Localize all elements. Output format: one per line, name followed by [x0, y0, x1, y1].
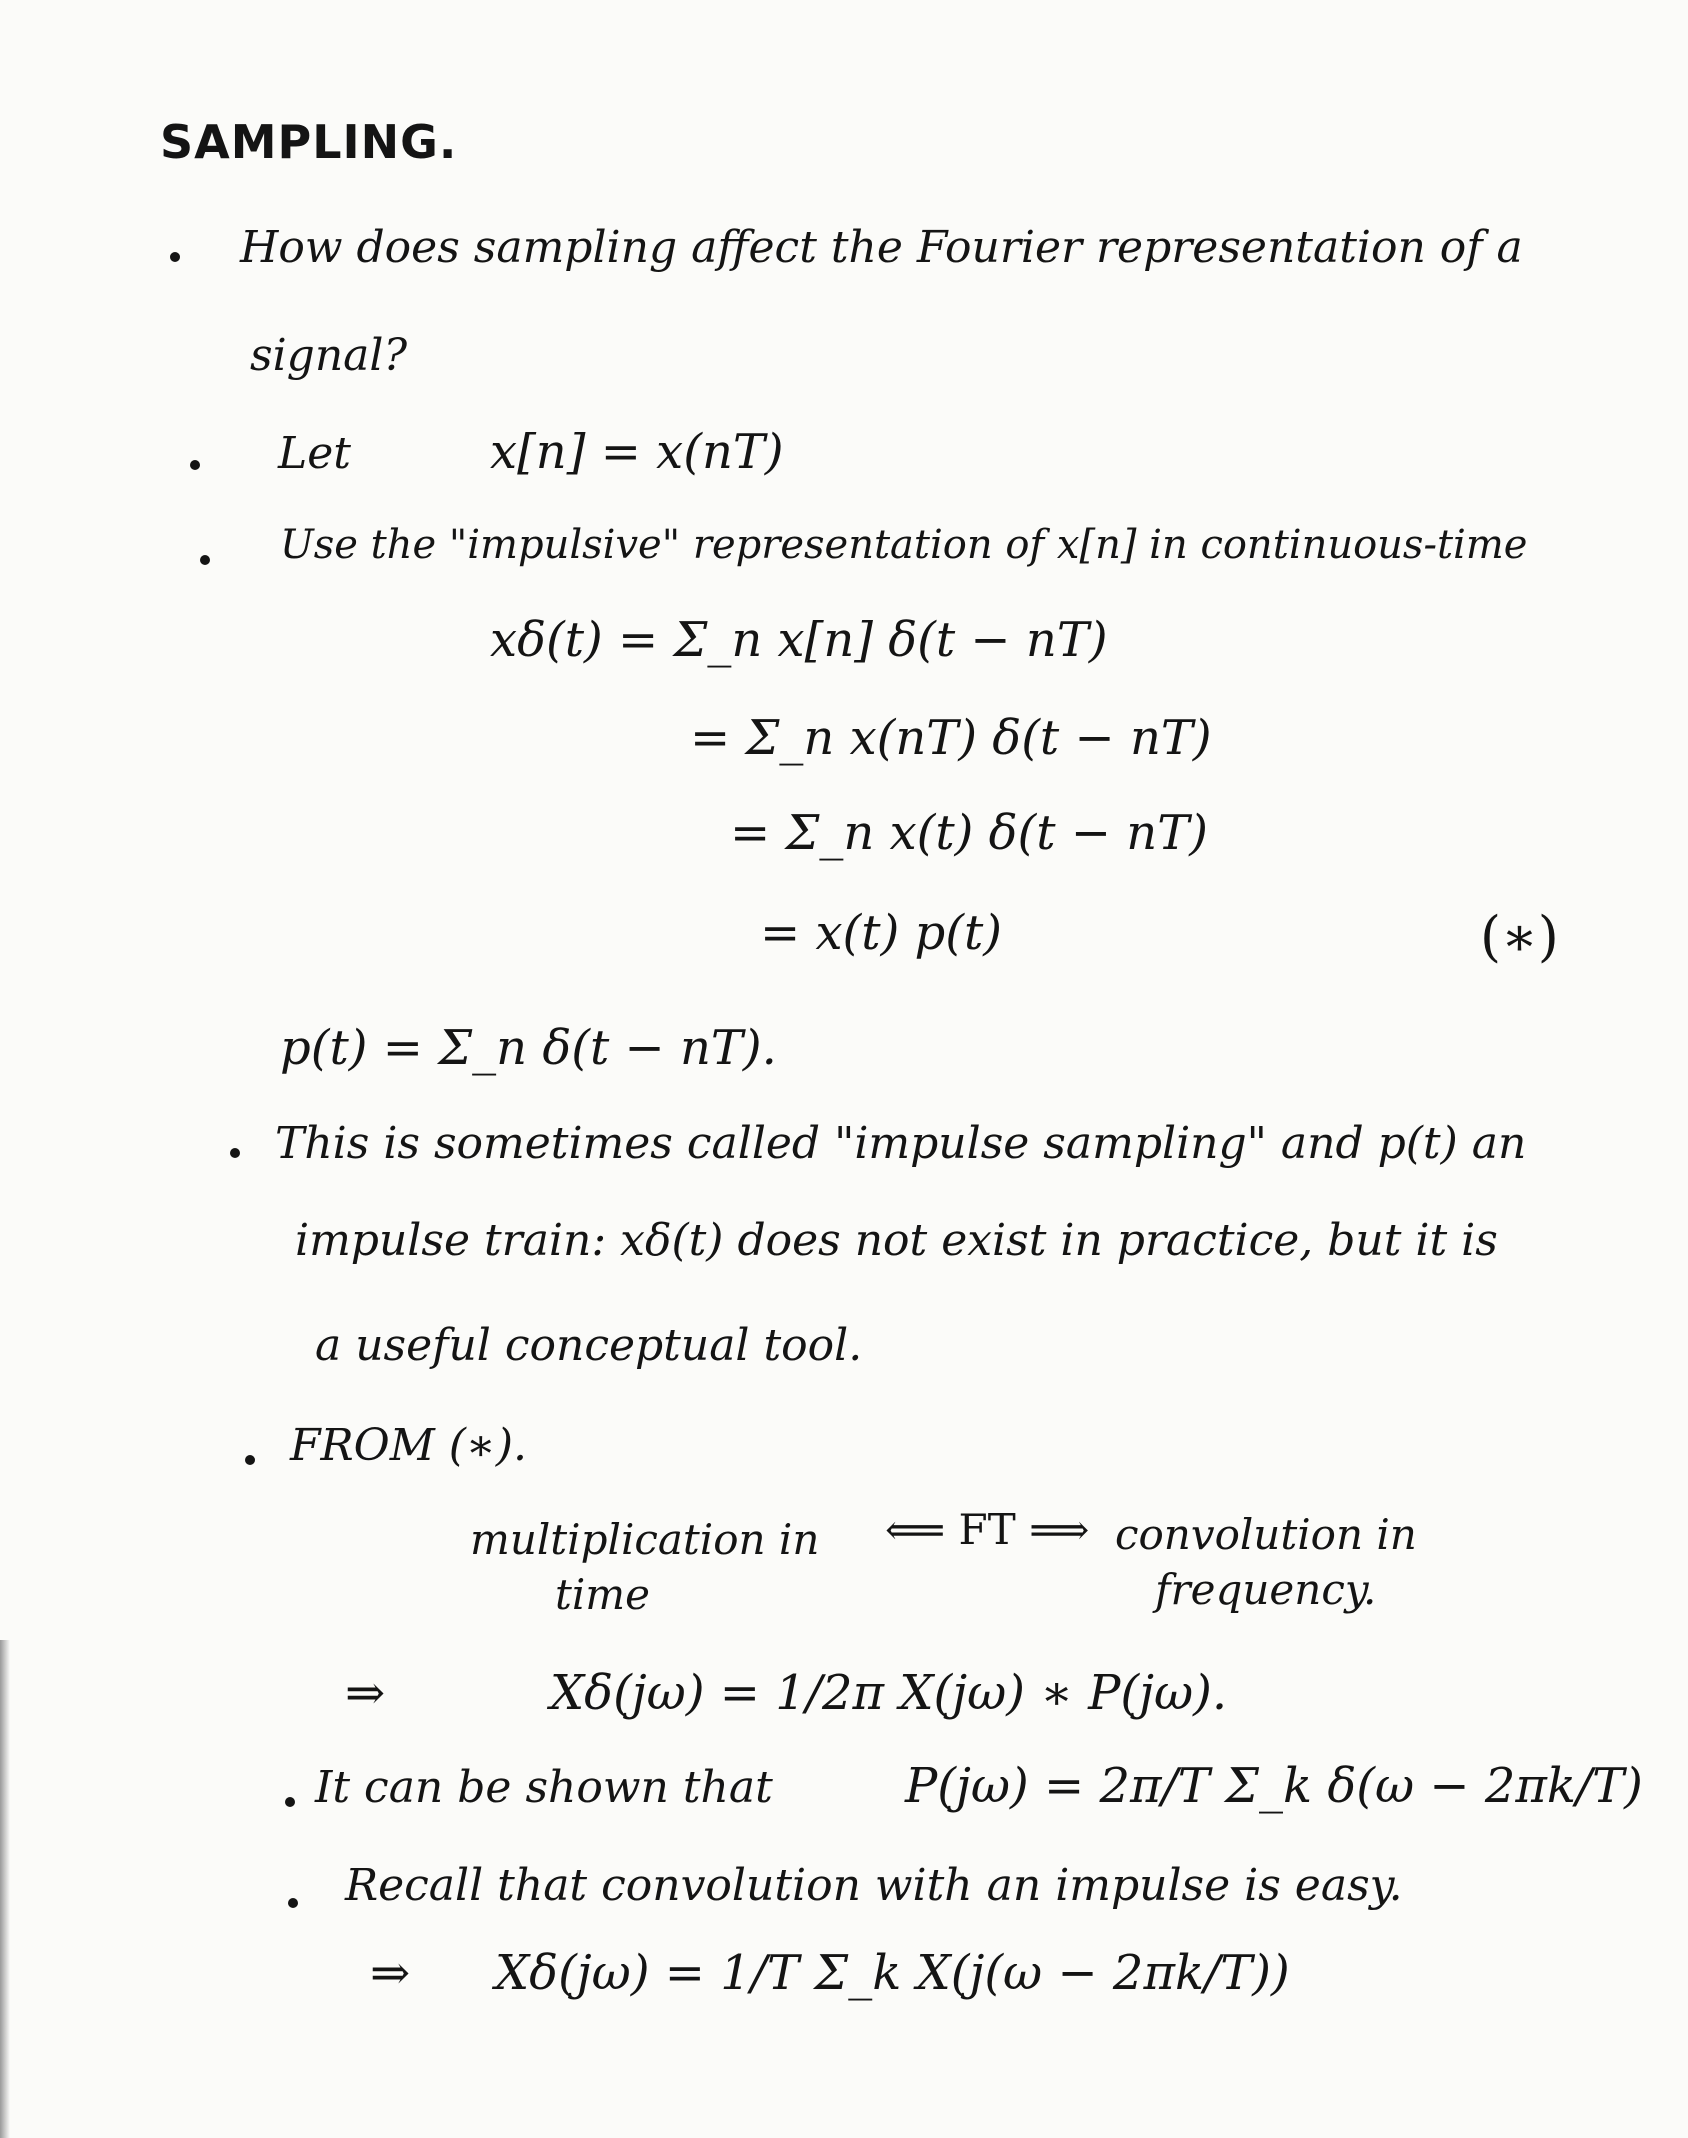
equation-line-4: = x(t) p(t): [760, 905, 1003, 961]
multiplication-label: multiplication in: [470, 1515, 820, 1564]
equation-tag: (∗): [1480, 905, 1559, 968]
bullet-2-label: Let: [278, 428, 351, 479]
bullet-2-equation: x[n] = x(nT): [490, 424, 784, 480]
bullet-dot: [288, 1898, 298, 1908]
bullet-7-text: Recall that convolution with an impulse is easy.: [345, 1860, 1403, 1911]
bullet-dot: [170, 252, 180, 262]
implies-arrow-icon: ⇒: [370, 1945, 411, 2001]
bullet-dot: [285, 1797, 295, 1807]
convolution-label-2: frequency.: [1155, 1565, 1377, 1614]
equation-line-1: xδ(t) = Σ_n x[n] δ(t − nT): [490, 612, 1108, 668]
bullet-4-line-2: impulse train: xδ(t) does not exist in practice, but it is: [295, 1215, 1498, 1266]
sampled-spectrum-result: Xδ(jω) = 1/T Σ_k X(j(ω − 2πk/T)): [495, 1945, 1290, 2001]
bullet-5-text: FROM (∗).: [290, 1420, 527, 1471]
impulse-train-spectrum: P(jω) = 2π/T Σ_k δ(ω − 2πk/T): [905, 1758, 1643, 1814]
bullet-dot: [245, 1455, 255, 1465]
bullet-dot: [200, 555, 210, 565]
implies-arrow-icon: ⇒: [345, 1665, 386, 1721]
convolution-label: convolution in: [1115, 1510, 1417, 1559]
bullet-3-text: Use the "impulsive" representation of x[n] in continuous-time: [280, 522, 1528, 568]
bullet-dot: [230, 1148, 240, 1158]
multiplication-label-2: time: [555, 1570, 650, 1619]
bullet-1-line-2: signal?: [250, 330, 408, 381]
equation-line-3: = Σ_n x(t) δ(t − nT): [730, 805, 1208, 861]
bullet-4-line-3: a useful conceptual tool.: [315, 1320, 863, 1371]
scan-edge-shadow: [0, 1640, 10, 2138]
equation-line-2: = Σ_n x(nT) δ(t − nT): [690, 710, 1212, 766]
fourier-transform-arrow: ⟸ FT ⟹: [885, 1505, 1090, 1554]
bullet-6-label: It can be shown that: [315, 1762, 773, 1813]
bullet-dot: [190, 460, 200, 470]
sampled-spectrum-convolution: Xδ(jω) = 1/2π X(jω) ∗ P(jω).: [550, 1665, 1228, 1721]
bullet-1-line-1: How does sampling affect the Fourier representation of a: [240, 222, 1523, 273]
page-title: SAMPLING.: [160, 115, 458, 169]
bullet-4-line-1: This is sometimes called "impulse sampling" and p(t) an: [275, 1118, 1527, 1169]
impulse-train-definition: p(t) = Σ_n δ(t − nT).: [280, 1020, 777, 1076]
